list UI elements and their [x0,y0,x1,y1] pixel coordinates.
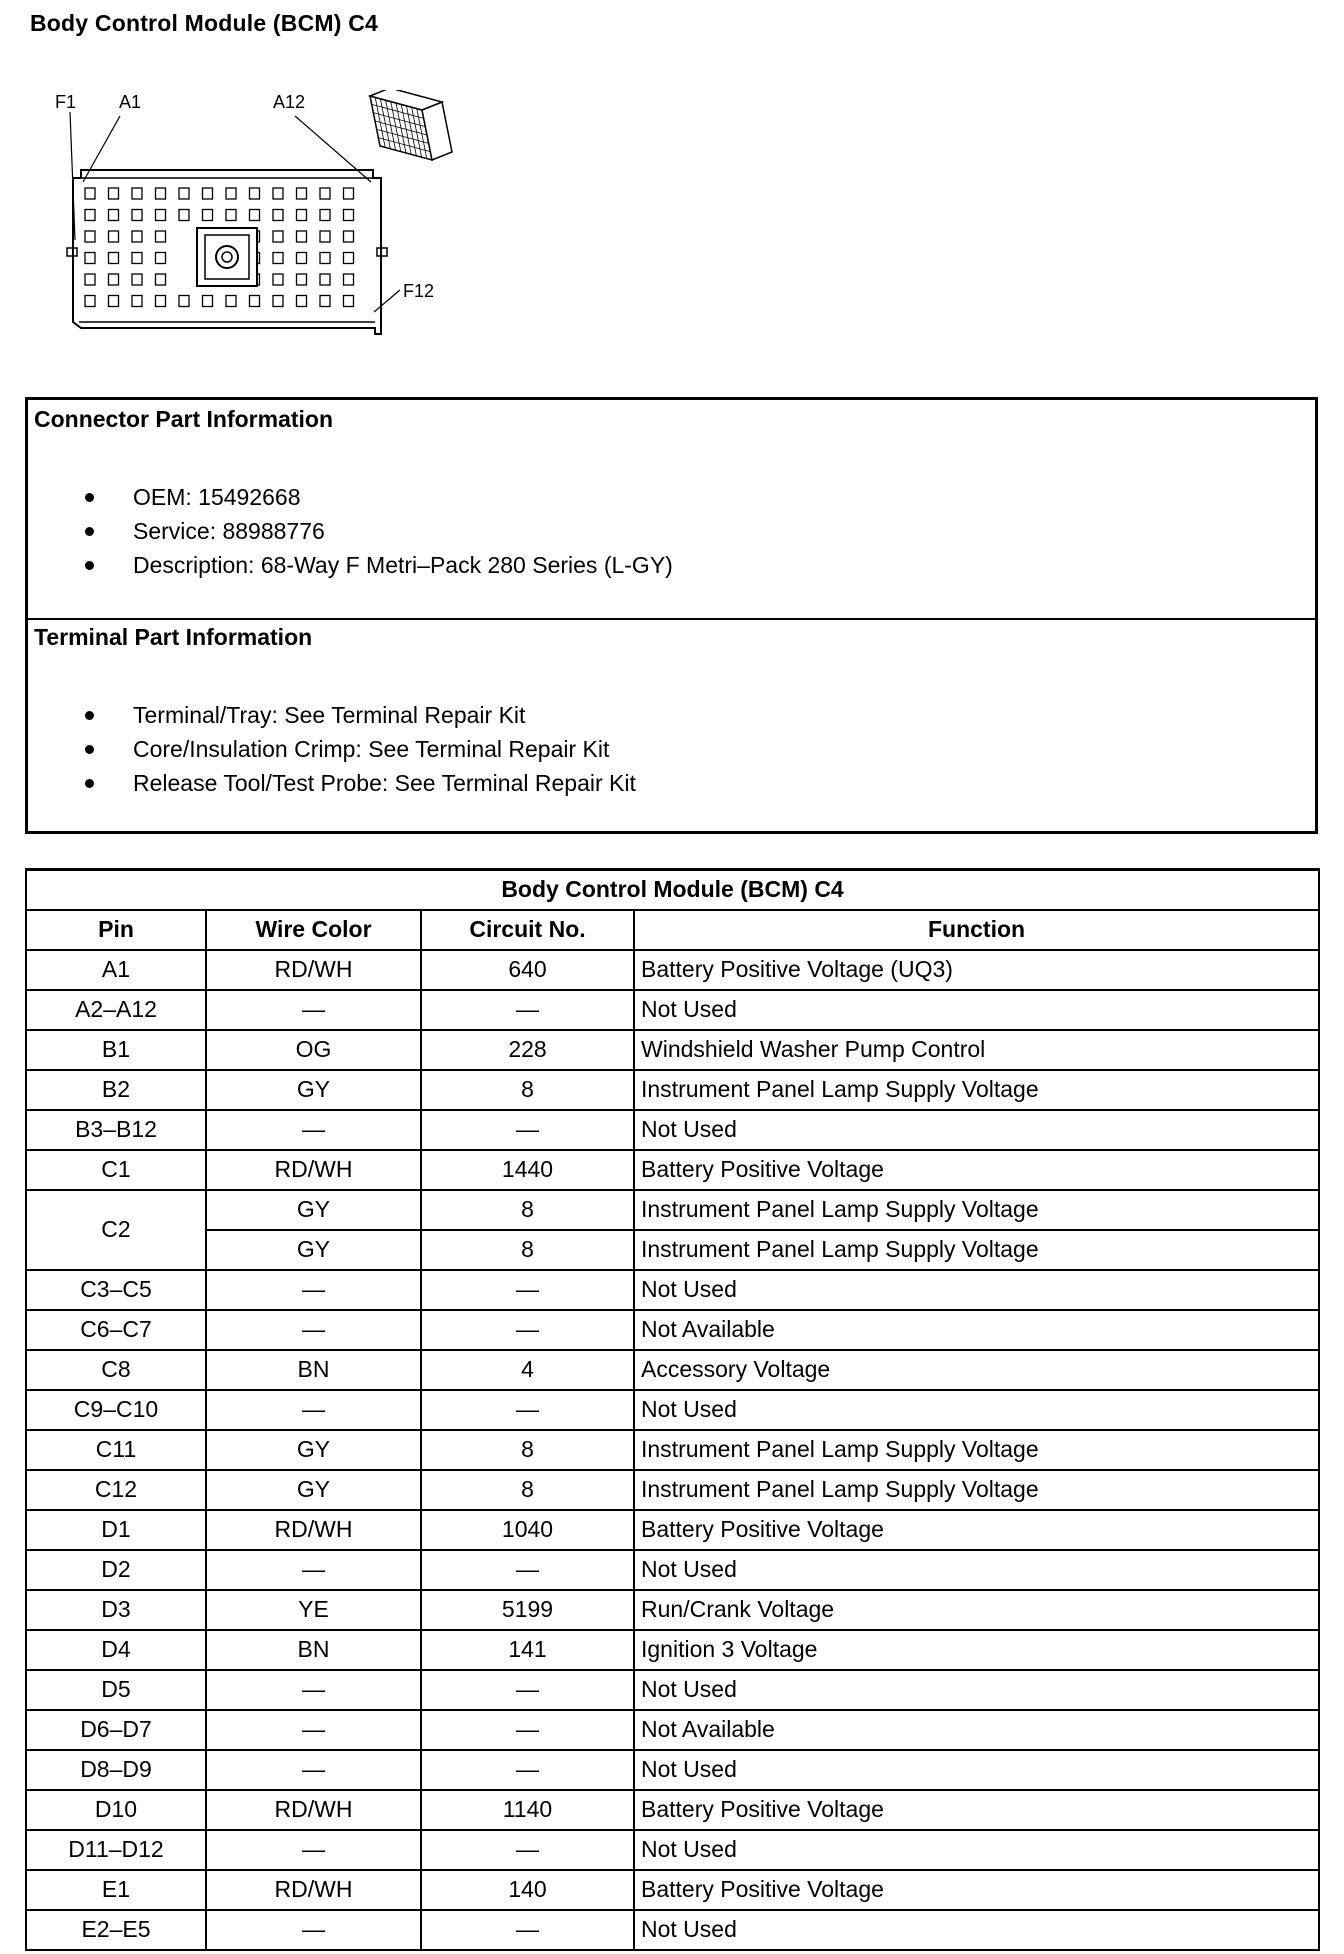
connector-cavity [109,296,119,307]
cell-circuit-no: 8 [421,1470,634,1510]
pinout-table [25,868,1320,1951]
table-caption: Body Control Module (BCM) C4 [26,870,1319,910]
cell-pin: D2 [26,1550,206,1590]
cell-wire-color: — [206,1310,421,1350]
connector-cavity [109,210,119,221]
connector-cavity [156,231,166,242]
cell-wire-color: — [206,1390,421,1430]
table-row [26,1310,1319,1350]
column-header-pin: Pin [26,910,206,950]
connector-cavity [132,274,142,285]
cell-function: Battery Positive Voltage [634,1790,1319,1830]
connector-cavity [132,231,142,242]
cell-pin: A1 [26,950,206,990]
list-item: Service: 88988776 [28,514,673,548]
connector-cavity [179,188,189,199]
cell-wire-color: BN [206,1630,421,1670]
connector-cavity [109,231,119,242]
terminal-part-information [28,618,1315,831]
cell-function: Instrument Panel Lamp Supply Voltage [634,1470,1319,1510]
cell-wire-color: GY [206,1470,421,1510]
connector-cavity [273,188,283,199]
cell-function: Battery Positive Voltage [634,1510,1319,1550]
table-row [26,1350,1319,1390]
connector-cavity [85,210,95,221]
connector-cavity [344,188,354,199]
connector-cavity [250,296,260,307]
connector-cavity [297,210,307,221]
connector-cavity [203,210,213,221]
connector-cavity [179,296,189,307]
cell-circuit-no: — [421,1830,634,1870]
cell-circuit-no: — [421,990,634,1030]
connector-cavity [320,274,330,285]
connector-cavity [85,188,95,199]
cell-function: Not Used [634,1390,1319,1430]
connector-part-heading: Connector Part Information [34,406,334,432]
table-row [26,990,1319,1030]
cell-pin: E1 [26,1870,206,1910]
connector-cavity [132,296,142,307]
connector-face-drawing [55,90,475,350]
cell-pin: C12 [26,1470,206,1510]
label-f1: F1 [55,92,77,112]
table-row [26,1030,1319,1070]
table-row [26,1830,1319,1870]
connector-cavity [156,188,166,199]
cell-function: Not Used [634,1910,1319,1950]
connector-cavity [273,253,283,264]
table-row [26,1550,1319,1590]
connector-cavity [320,231,330,242]
cell-wire-color: — [206,1910,421,1950]
cell-wire-color: — [206,1830,421,1870]
list-item: Core/Insulation Crimp: See Terminal Repair Kit [28,732,636,766]
connector-cavity [320,253,330,264]
connector-cavity [273,210,283,221]
cell-circuit-no: 4 [421,1350,634,1390]
connector-cavity [109,253,119,264]
cell-wire-color: — [206,990,421,1030]
cell-circuit-no: 8 [421,1430,634,1470]
cell-function: Not Used [634,1750,1319,1790]
table-row [26,1230,1319,1270]
cell-pin: E2–E5 [26,1910,206,1950]
cell-circuit-no: — [421,1310,634,1350]
connector-cavity [109,274,119,285]
cell-function: Instrument Panel Lamp Supply Voltage [634,1190,1319,1230]
connector-cavity [226,296,236,307]
connector-cavity [273,296,283,307]
cell-pin: D6–D7 [26,1710,206,1750]
cell-function: Accessory Voltage [634,1350,1319,1390]
cell-function: Not Used [634,1110,1319,1150]
table-row [26,1670,1319,1710]
connector-cavity [132,188,142,199]
table-row [26,1390,1319,1430]
table-row [26,1590,1319,1630]
cell-circuit-no: 640 [421,950,634,990]
connector-cavity [297,231,307,242]
cell-pin: A2–A12 [26,990,206,1030]
connector-cavity [156,296,166,307]
column-header-wire-color: Wire Color [206,910,421,950]
cell-function: Instrument Panel Lamp Supply Voltage [634,1070,1319,1110]
cell-pin: D1 [26,1510,206,1550]
connector-cavity [344,296,354,307]
cell-circuit-no: 140 [421,1870,634,1910]
cell-function: Not Used [634,990,1319,1030]
connector-cavity [203,188,213,199]
cell-circuit-no: — [421,1670,634,1710]
cell-pin: D11–D12 [26,1830,206,1870]
cell-circuit-no: 1440 [421,1150,634,1190]
cell-circuit-no: 8 [421,1070,634,1110]
list-item: Release Tool/Test Probe: See Terminal Repair Kit [28,766,636,800]
connector-diagram [55,90,475,350]
terminal-part-list [28,698,636,800]
cell-pin: C8 [26,1350,206,1390]
connector-cavity [85,274,95,285]
connector-cavity [85,296,95,307]
cell-circuit-no: — [421,1110,634,1150]
cell-wire-color: RD/WH [206,1150,421,1190]
cell-pin: C2 [26,1190,206,1270]
connector-cavity [297,274,307,285]
cell-wire-color: — [206,1550,421,1590]
cell-function: Instrument Panel Lamp Supply Voltage [634,1230,1319,1270]
cell-circuit-no: 228 [421,1030,634,1070]
center-bolt-frame [197,228,257,286]
cell-wire-color: GY [206,1430,421,1470]
cell-function: Not Used [634,1270,1319,1310]
cell-circuit-no: — [421,1750,634,1790]
list-item: Terminal/Tray: See Terminal Repair Kit [28,698,636,732]
table-row [26,1110,1319,1150]
pinout-table-body [26,950,1319,1950]
cell-wire-color: RD/WH [206,950,421,990]
cell-function: Instrument Panel Lamp Supply Voltage [634,1430,1319,1470]
cell-function: Not Available [634,1710,1319,1750]
connector-cavity [297,253,307,264]
cell-wire-color: GY [206,1190,421,1230]
page-title: Body Control Module (BCM) C4 [30,10,379,36]
table-row [26,1510,1319,1550]
connector-cavity [320,188,330,199]
cell-wire-color: — [206,1670,421,1710]
connector-cavity [226,210,236,221]
cell-circuit-no: — [421,1710,634,1750]
connector-cavity [344,210,354,221]
table-row [26,1710,1319,1750]
connector-cavity [156,274,166,285]
cell-pin: D5 [26,1670,206,1710]
cell-circuit-no: 8 [421,1230,634,1270]
connector-cavity [273,231,283,242]
cell-circuit-no: 5199 [421,1590,634,1630]
cell-pin: B3–B12 [26,1110,206,1150]
cell-circuit-no: — [421,1550,634,1590]
connector-cavity [344,253,354,264]
cell-function: Battery Positive Voltage [634,1150,1319,1190]
connector-cavity [273,274,283,285]
connector-cavity [132,253,142,264]
cell-function: Battery Positive Voltage [634,1870,1319,1910]
cell-function: Run/Crank Voltage [634,1590,1319,1630]
table-row [26,1430,1319,1470]
cell-wire-color: RD/WH [206,1790,421,1830]
cell-pin: C9–C10 [26,1390,206,1430]
cell-circuit-no: — [421,1910,634,1950]
connector-cavity [226,188,236,199]
label-a12: A12 [273,92,306,112]
cell-wire-color: — [206,1110,421,1150]
table-row [26,1630,1319,1670]
cell-wire-color: YE [206,1590,421,1630]
cell-function: Not Available [634,1310,1319,1350]
connector-cavity [250,188,260,199]
cell-wire-color: OG [206,1030,421,1070]
table-row [26,1470,1319,1510]
cell-pin: D10 [26,1790,206,1830]
part-information-box [25,397,1318,834]
cell-pin: D8–D9 [26,1750,206,1790]
cell-circuit-no: 141 [421,1630,634,1670]
table-row [26,1790,1319,1830]
connector-cavity [179,210,189,221]
table-row [26,950,1319,990]
cell-function: Windshield Washer Pump Control [634,1030,1319,1070]
table-row [26,1070,1319,1110]
connector-cavity [320,296,330,307]
cell-wire-color: — [206,1270,421,1310]
connector-cavity [344,231,354,242]
connector-cavity [132,210,142,221]
cell-wire-color: RD/WH [206,1870,421,1910]
table-row [26,1870,1319,1910]
label-a1: A1 [119,92,142,112]
cell-pin: C11 [26,1430,206,1470]
connector-cavity [320,210,330,221]
connector-cavity [85,253,95,264]
cell-wire-color: — [206,1750,421,1790]
cell-pin: C6–C7 [26,1310,206,1350]
table-row [26,1750,1319,1790]
cell-pin: D3 [26,1590,206,1630]
connector-cavity [344,274,354,285]
cell-pin: C1 [26,1150,206,1190]
table-row [26,1150,1319,1190]
connector-isometric-thumbnail [370,90,452,160]
connector-cavity [156,210,166,221]
connector-cavity [85,231,95,242]
cell-wire-color: RD/WH [206,1510,421,1550]
list-item: Description: 68-Way F Metri–Pack 280 Series (L-GY) [28,548,673,582]
cell-circuit-no: 1140 [421,1790,634,1830]
cell-pin: B1 [26,1030,206,1070]
cell-circuit-no: — [421,1390,634,1430]
cell-function: Ignition 3 Voltage [634,1630,1319,1670]
cell-circuit-no: — [421,1270,634,1310]
cell-function: Not Used [634,1670,1319,1710]
terminal-part-heading: Terminal Part Information [34,624,313,650]
cell-function: Not Used [634,1550,1319,1590]
cell-function: Battery Positive Voltage (UQ3) [634,950,1319,990]
label-f12: F12 [403,281,435,301]
connector-cavity [297,188,307,199]
connector-cavity [109,188,119,199]
cell-circuit-no: 8 [421,1190,634,1230]
cell-function: Not Used [634,1830,1319,1870]
connector-cavity [203,296,213,307]
cell-wire-color: GY [206,1070,421,1110]
table-row [26,1910,1319,1950]
list-item: OEM: 15492668 [28,480,673,514]
connector-cavity [297,296,307,307]
cell-wire-color: — [206,1710,421,1750]
table-row [26,1190,1319,1230]
connector-part-information [28,400,1315,620]
cell-wire-color: BN [206,1350,421,1390]
cell-pin: B2 [26,1070,206,1110]
column-header-circuit-no: Circuit No. [421,910,634,950]
table-row [26,1270,1319,1310]
connector-part-list [28,480,673,582]
connector-cavity [156,253,166,264]
column-header-function: Function [634,910,1319,950]
connector-cavity [250,210,260,221]
cell-pin: D4 [26,1630,206,1670]
cell-circuit-no: 1040 [421,1510,634,1550]
cell-wire-color: GY [206,1230,421,1270]
cell-pin: C3–C5 [26,1270,206,1310]
